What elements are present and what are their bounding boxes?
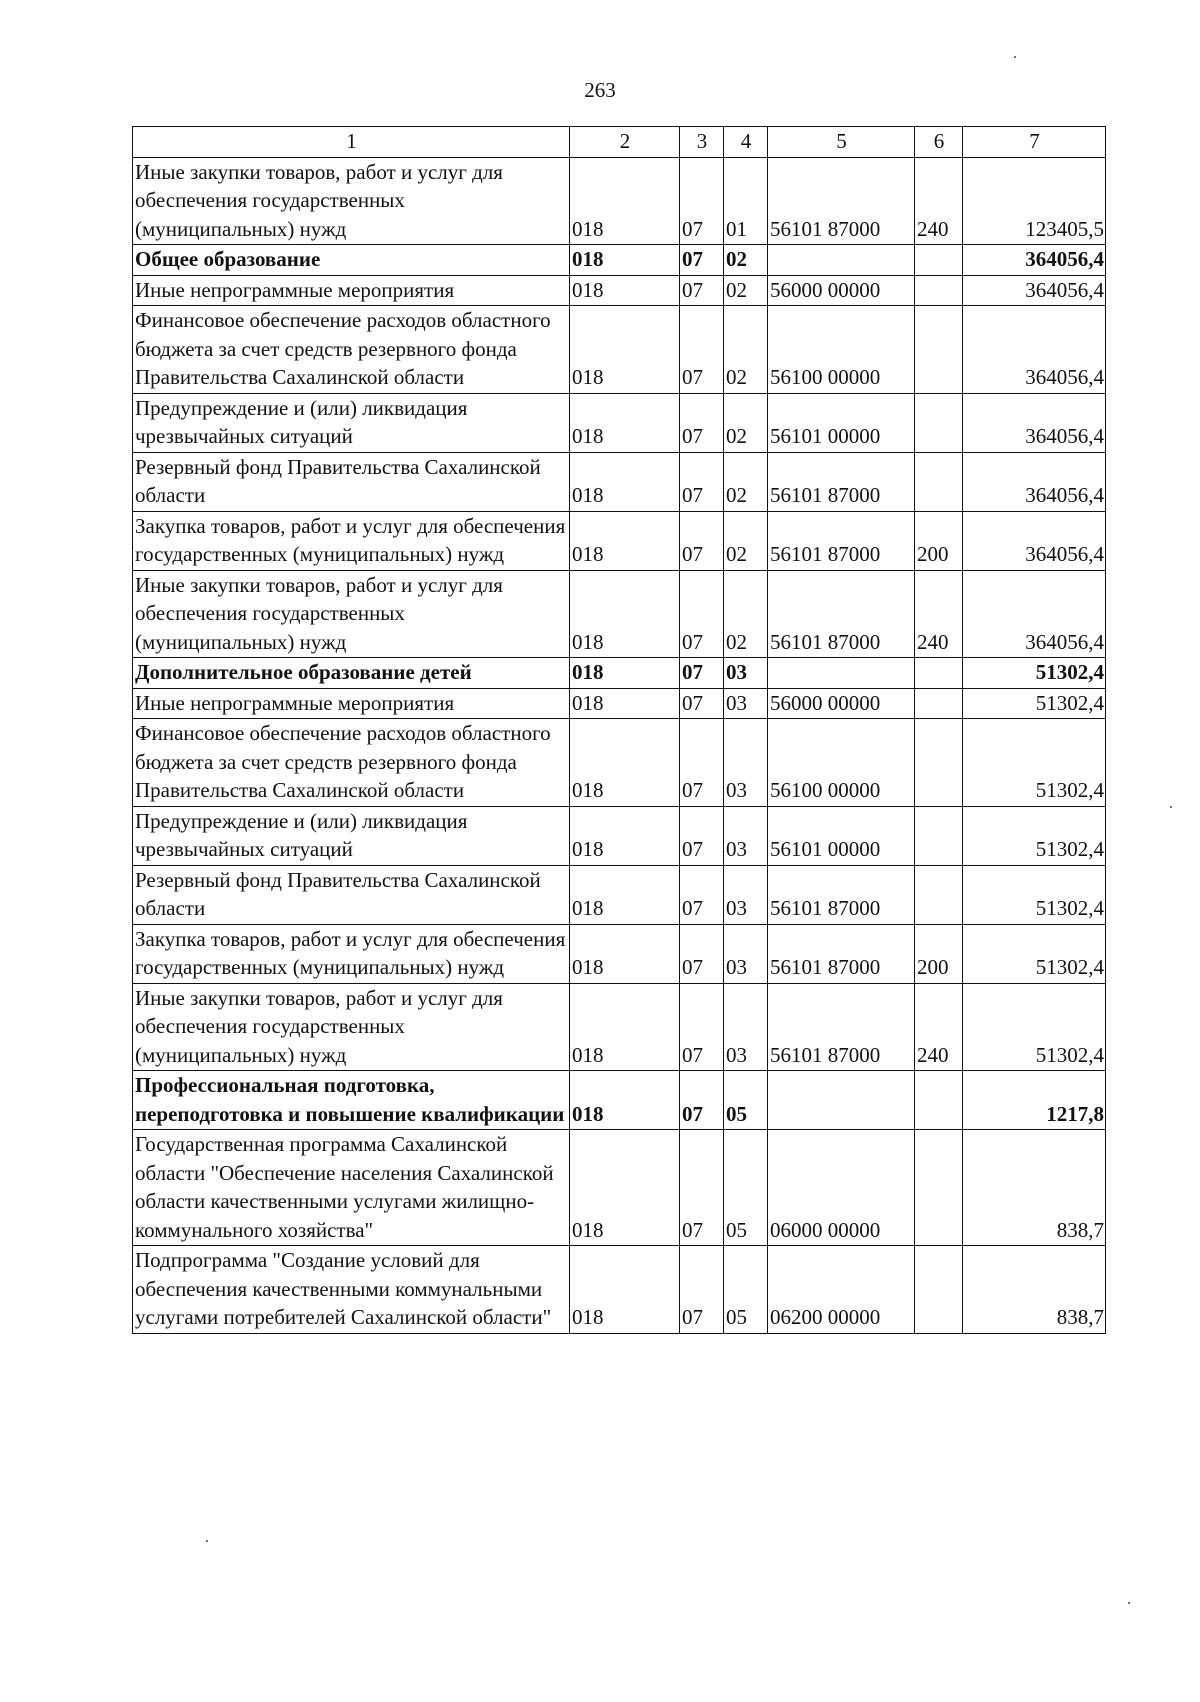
target-article-cell: 56000 00000 <box>768 275 915 306</box>
expense-type-cell: 200 <box>915 511 963 570</box>
amount-cell: 364056,4 <box>963 245 1106 276</box>
item-name-cell: Предупреждение и (или) ликвидация чрезвычайных ситуаций <box>133 393 570 452</box>
amount-cell: 1217,8 <box>963 1071 1106 1130</box>
subsection-cell: 03 <box>724 983 768 1071</box>
subsection-cell: 03 <box>724 688 768 719</box>
amount-cell: 51302,4 <box>963 924 1106 983</box>
table-row <box>133 806 1106 865</box>
admin-code-cell: 018 <box>570 245 680 276</box>
table-row <box>133 1130 1106 1246</box>
target-article-cell: 56101 87000 <box>768 865 915 924</box>
expense-type-cell: 240 <box>915 157 963 245</box>
amount-cell: 51302,4 <box>963 658 1106 689</box>
item-name-cell: Профессиональная подготовка, переподготовка и повышение квалификации <box>133 1071 570 1130</box>
target-article-cell: 56100 00000 <box>768 719 915 807</box>
header-cell: 4 <box>724 127 768 158</box>
section-cell: 07 <box>680 1130 724 1246</box>
target-article-cell <box>768 658 915 689</box>
table-row <box>133 1246 1106 1334</box>
item-name-cell: Иные закупки товаров, работ и услуг для обеспечения государственных (муниципальных) нужд <box>133 157 570 245</box>
amount-cell: 364056,4 <box>963 393 1106 452</box>
item-name-cell: Предупреждение и (или) ликвидация чрезвычайных ситуаций <box>133 806 570 865</box>
subsection-cell: 03 <box>724 719 768 807</box>
section-cell: 07 <box>680 658 724 689</box>
subsection-cell: 05 <box>724 1071 768 1130</box>
subsection-cell: 02 <box>724 511 768 570</box>
admin-code-cell: 018 <box>570 1130 680 1246</box>
admin-code-cell: 018 <box>570 511 680 570</box>
section-cell: 07 <box>680 275 724 306</box>
table-row <box>133 924 1106 983</box>
amount-cell: 364056,4 <box>963 306 1106 394</box>
admin-code-cell: 018 <box>570 570 680 658</box>
subsection-cell: 02 <box>724 393 768 452</box>
table-row <box>133 865 1106 924</box>
section-cell: 07 <box>680 719 724 807</box>
table-row <box>133 157 1106 245</box>
scan-speck <box>1170 806 1172 808</box>
header-cell: 5 <box>768 127 915 158</box>
section-cell: 07 <box>680 983 724 1071</box>
subsection-cell: 01 <box>724 157 768 245</box>
item-name-cell: Дополнительное образование детей <box>133 658 570 689</box>
target-article-cell <box>768 245 915 276</box>
expense-type-cell <box>915 393 963 452</box>
expense-type-cell <box>915 719 963 807</box>
admin-code-cell: 018 <box>570 275 680 306</box>
target-article-cell: 06200 00000 <box>768 1246 915 1334</box>
subsection-cell: 03 <box>724 658 768 689</box>
target-article-cell: 56000 00000 <box>768 688 915 719</box>
table-row <box>133 511 1106 570</box>
section-cell: 07 <box>680 688 724 719</box>
section-cell: 07 <box>680 306 724 394</box>
section-cell: 07 <box>680 452 724 511</box>
target-article-cell: 56101 87000 <box>768 924 915 983</box>
expense-type-cell: 200 <box>915 924 963 983</box>
table-header-row <box>133 127 1106 158</box>
amount-cell: 51302,4 <box>963 719 1106 807</box>
item-name-cell: Иные непрограммные мероприятия <box>133 688 570 719</box>
subsection-cell: 05 <box>724 1246 768 1334</box>
header-cell: 7 <box>963 127 1106 158</box>
target-article-cell: 56101 00000 <box>768 806 915 865</box>
table-row <box>133 983 1106 1071</box>
header-cell: 3 <box>680 127 724 158</box>
expense-type-cell: 240 <box>915 570 963 658</box>
admin-code-cell: 018 <box>570 393 680 452</box>
admin-code-cell: 018 <box>570 865 680 924</box>
admin-code-cell: 018 <box>570 688 680 719</box>
item-name-cell: Иные закупки товаров, работ и услуг для обеспечения государственных (муниципальных) нужд <box>133 983 570 1071</box>
section-cell: 07 <box>680 1071 724 1130</box>
item-name-cell: Иные непрограммные мероприятия <box>133 275 570 306</box>
target-article-cell <box>768 1071 915 1130</box>
item-name-cell: Иные закупки товаров, работ и услуг для обеспечения государственных (муниципальных) нужд <box>133 570 570 658</box>
expense-type-cell <box>915 452 963 511</box>
expense-type-cell: 240 <box>915 983 963 1071</box>
table-row <box>133 393 1106 452</box>
amount-cell: 123405,5 <box>963 157 1106 245</box>
admin-code-cell: 018 <box>570 157 680 245</box>
target-article-cell: 56100 00000 <box>768 306 915 394</box>
admin-code-cell: 018 <box>570 452 680 511</box>
admin-code-cell: 018 <box>570 1071 680 1130</box>
table-row <box>133 306 1106 394</box>
section-cell: 07 <box>680 924 724 983</box>
expense-type-cell <box>915 245 963 276</box>
item-name-cell: Финансовое обеспечение расходов областного бюджета за счет средств резервного фонда Правительства Сахалинской области <box>133 719 570 807</box>
target-article-cell: 56101 87000 <box>768 157 915 245</box>
amount-cell: 51302,4 <box>963 806 1106 865</box>
table-row <box>133 275 1106 306</box>
expense-type-cell <box>915 1071 963 1130</box>
amount-cell: 51302,4 <box>963 688 1106 719</box>
amount-cell: 838,7 <box>963 1130 1106 1246</box>
scan-speck <box>1128 1602 1130 1604</box>
section-cell: 07 <box>680 865 724 924</box>
subsection-cell: 03 <box>724 924 768 983</box>
expense-type-cell <box>915 865 963 924</box>
expense-type-cell <box>915 806 963 865</box>
target-article-cell: 56101 87000 <box>768 570 915 658</box>
table-row <box>133 658 1106 689</box>
amount-cell: 838,7 <box>963 1246 1106 1334</box>
expense-type-cell <box>915 275 963 306</box>
scan-speck <box>206 1540 208 1542</box>
subsection-cell: 02 <box>724 275 768 306</box>
amount-cell: 51302,4 <box>963 865 1106 924</box>
section-cell: 07 <box>680 1246 724 1334</box>
target-article-cell: 56101 87000 <box>768 511 915 570</box>
section-cell: 07 <box>680 511 724 570</box>
target-article-cell: 06000 00000 <box>768 1130 915 1246</box>
expense-type-cell <box>915 688 963 719</box>
admin-code-cell: 018 <box>570 1246 680 1334</box>
subsection-cell: 03 <box>724 865 768 924</box>
table-row <box>133 452 1106 511</box>
page-number: 263 <box>584 78 616 102</box>
table-row <box>133 1071 1106 1130</box>
subsection-cell: 02 <box>724 306 768 394</box>
amount-cell: 51302,4 <box>963 983 1106 1071</box>
admin-code-cell: 018 <box>570 719 680 807</box>
item-name-cell: Резервный фонд Правительства Сахалинской области <box>133 452 570 511</box>
table-row <box>133 245 1106 276</box>
item-name-cell: Общее образование <box>133 245 570 276</box>
item-name-cell: Закупка товаров, работ и услуг для обеспечения государственных (муниципальных) нужд <box>133 511 570 570</box>
expense-type-cell <box>915 306 963 394</box>
subsection-cell: 02 <box>724 452 768 511</box>
section-cell: 07 <box>680 570 724 658</box>
expense-type-cell <box>915 1130 963 1246</box>
amount-cell: 364056,4 <box>963 275 1106 306</box>
section-cell: 07 <box>680 245 724 276</box>
scan-speck <box>1014 56 1016 58</box>
section-cell: 07 <box>680 157 724 245</box>
subsection-cell: 05 <box>724 1130 768 1246</box>
item-name-cell: Закупка товаров, работ и услуг для обеспечения государственных (муниципальных) нужд <box>133 924 570 983</box>
amount-cell: 364056,4 <box>963 452 1106 511</box>
header-cell: 2 <box>570 127 680 158</box>
expense-type-cell <box>915 658 963 689</box>
table-row <box>133 570 1106 658</box>
amount-cell: 364056,4 <box>963 570 1106 658</box>
header-cell: 6 <box>915 127 963 158</box>
item-name-cell: Резервный фонд Правительства Сахалинской области <box>133 865 570 924</box>
section-cell: 07 <box>680 393 724 452</box>
subsection-cell: 02 <box>724 570 768 658</box>
subsection-cell: 02 <box>724 245 768 276</box>
admin-code-cell: 018 <box>570 658 680 689</box>
amount-cell: 364056,4 <box>963 511 1106 570</box>
admin-code-cell: 018 <box>570 924 680 983</box>
target-article-cell: 56101 87000 <box>768 452 915 511</box>
item-name-cell: Финансовое обеспечение расходов областного бюджета за счет средств резервного фонда Правительства Сахалинской области <box>133 306 570 394</box>
item-name-cell: Государственная программа Сахалинской области "Обеспечение населения Сахалинской области качественными услугами жилищно-коммунального хозяйства" <box>133 1130 570 1246</box>
target-article-cell: 56101 87000 <box>768 983 915 1071</box>
admin-code-cell: 018 <box>570 306 680 394</box>
item-name-cell: Подпрограмма "Создание условий для обеспечения качественными коммунальными услугами потребителей Сахалинской области" <box>133 1246 570 1334</box>
target-article-cell: 56101 00000 <box>768 393 915 452</box>
table-row <box>133 719 1106 807</box>
expense-type-cell <box>915 1246 963 1334</box>
section-cell: 07 <box>680 806 724 865</box>
admin-code-cell: 018 <box>570 983 680 1071</box>
budget-table <box>132 126 1106 1334</box>
admin-code-cell: 018 <box>570 806 680 865</box>
table-row <box>133 688 1106 719</box>
header-cell: 1 <box>133 127 570 158</box>
subsection-cell: 03 <box>724 806 768 865</box>
